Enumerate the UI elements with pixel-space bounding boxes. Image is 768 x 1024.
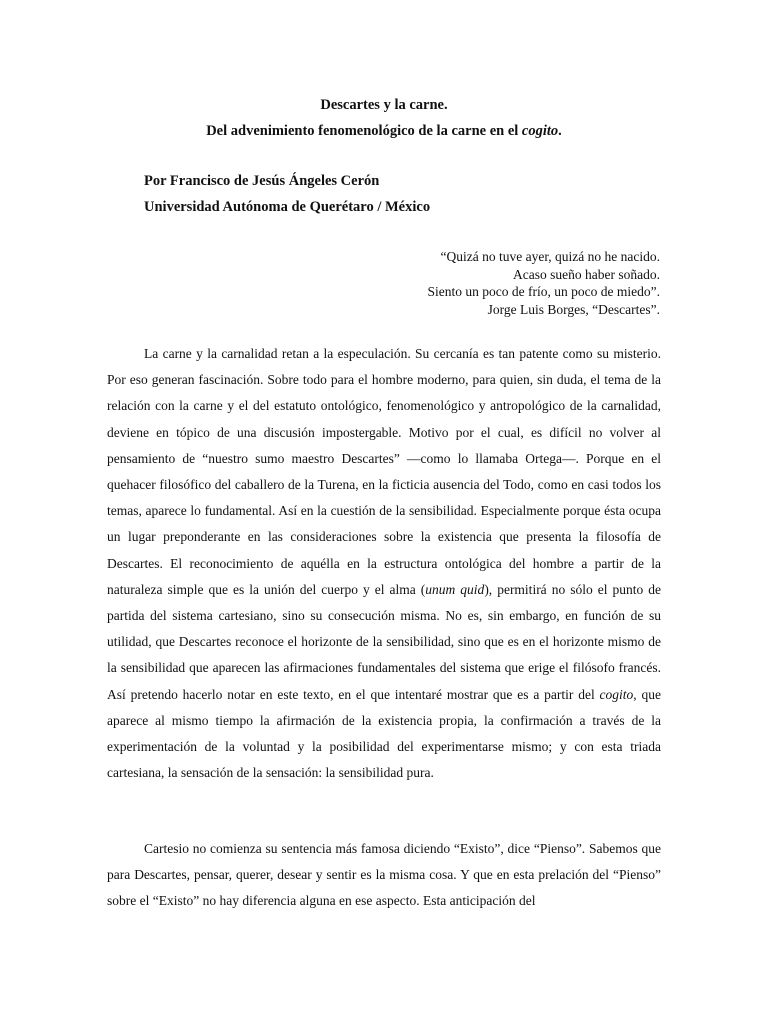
paragraph-text: , que aparece al mismo tiempo la afirmación de la existencia propia, la confirmación a través de la experimentación de la voluntad y la posibilidad del experimentarse mismo; y con esta triada cartesiana, la sensación de la sensación: la sensibilidad pura. [107,686,661,781]
epigraph [428,248,660,318]
paragraph-italic-unum-quid: unum quid [425,581,485,597]
author-block [144,168,430,220]
subtitle-suffix: . [558,123,562,139]
title-subtitle [0,118,768,144]
paragraph-text: Cartesio no comienza su sentencia más famosa diciendo “Existo”, dice “Pienso”. Sabemos que para Descartes, pensar, querer, desear y sentir es la misma cosa. Y que en esta prelación del “Pienso” sobre el “Existo” no hay diferencia alguna en ese aspecto. Esta anticipación del [107,841,661,909]
body-paragraph-1 [107,341,661,786]
paragraph-italic-cogito: cogito [599,686,634,702]
epigraph-line: Acaso sueño haber soñado. [513,266,660,282]
epigraph-attribution: Jorge Luis Borges, “Descartes”. [487,301,660,317]
subtitle-cogito: cogito [521,123,559,139]
epigraph-line: “Quizá no tuve ayer, quizá no he nacido. [440,249,660,264]
title-main [0,92,768,118]
title-block [0,92,768,144]
epigraph-line: Siento un poco de frío, un poco de miedo”. [427,284,660,299]
author-name: Por Francisco de Jesús Ángeles Cerón [144,173,380,189]
paragraph-text: ), permitirá no sólo el punto de partida del sistema cartesiano, sino su consecución misma. No es, sin embargo, en función de su utilidad, que Descartes reconoce el horizonte de la sensibilidad, sino que es en el horizonte mismo de la sensibilidad que aparecen las afirmaciones fundamentales del sistema que erige el filósofo francés. Así pretendo hacerlo notar en este texto, en el que intentaré mostrar que es a partir del [107,581,661,702]
title-line-1: Descartes y la carne. [320,97,448,113]
paragraph-text: La carne y la carnalidad retan a la especulación. Su cercanía es tan patente como su misterio. Por eso generan fascinación. Sobre todo para el hombre moderno, para quien, sin duda, el tema de la relación con la carne y el del estatuto ontológico, fenomenológico y antropológico de la carnalidad, deviene en tópico de una discusión impostergable. Motivo por el cual, es difícil no volver al pensamiento de “nuestro sumo maestro Descartes” —como lo llamaba Ortega—. Porque en el quehacer filosófico del caballero de la Turena, en la ficticia ausencia del Todo, como en casi todos los temas, aparece lo fundamental. Así en la cuestión de la sensibilidad. Especialmente porque ésta ocupa un lugar preponderante en las consideraciones sobre la existencia que presenta la filosofía de Descartes. El reconocimiento de aquélla en la estructura ontológica del hombre a partir de la naturaleza simple que es la unión del cuerpo y el alma ( [107,346,661,597]
subtitle-prefix: Del advenimiento fenomenológico de la carne en el [206,123,522,139]
author-affiliation: Universidad Autónoma de Querétaro / México [144,199,431,215]
body-paragraph-2 [107,836,661,915]
